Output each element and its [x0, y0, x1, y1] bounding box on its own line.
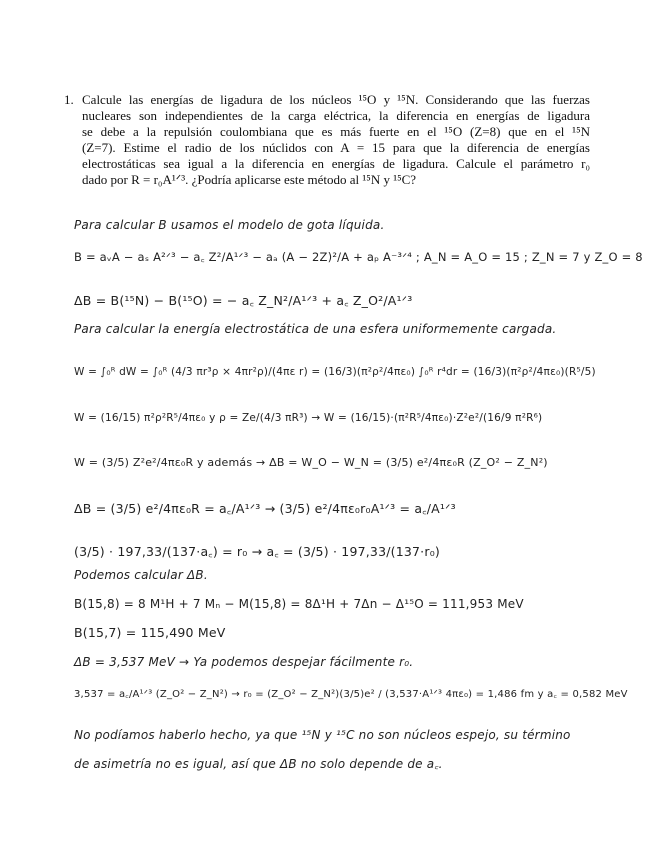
- solution-text: Podemos calcular ΔB.: [74, 568, 208, 582]
- solution-text: de asimetría no es igual, así que ΔB no solo depende de a꜀.: [74, 757, 443, 771]
- b-15-8: B(15,8) = 8 M¹H + 7 Mₙ − M(15,8) = 8Δ¹H + 7Δn − Δ¹⁵O = 111,953 MeV: [74, 597, 524, 611]
- electrostatic-integral: W = ∫₀ᴿ dW = ∫₀ᴿ (4/3 πr³ρ × 4πr²ρ)/(4πε r) = (16/3)(π²ρ²/4πε₀) ∫₀ᴿ r⁴dr = (16/3)(π²ρ²/4πε₀)(R⁵/5): [74, 366, 596, 378]
- delta-b-formula: ΔB = B(¹⁵N) − B(¹⁵O) = − a꜀ Z_N²/A¹ᐟ³ + a꜀ Z_O²/A¹ᐟ³: [74, 293, 413, 308]
- electrostatic-result: W = (3/5) Z²e²/4πε₀R y además → ΔB = W_O − W_N = (3/5) e²/4πε₀R (Z_O² − Z_N²): [74, 456, 548, 469]
- electrostatic-substitution: W = (16/15) π²ρ²R⁵/4πε₀ y ρ = Ze/(4/3 πR³) → W = (16/15)·(π²R⁵/4πε₀)·Z²e²/(16/9 π²R⁶): [74, 412, 543, 424]
- problem-line: Calcule las energías de ligadura de los núcleos ¹⁵O y ¹⁵N. Considerando que las fuerzas: [82, 92, 590, 107]
- delta-b-equality: ΔB = (3/5) e²/4πε₀R = a꜀/A¹ᐟ³ → (3/5) e²/4πε₀r₀A¹ᐟ³ = a꜀/A¹ᐟ³: [74, 501, 456, 516]
- problem-number: 1.: [64, 92, 74, 107]
- r0-ac-relation: (3/5) · 197,33/(137·a꜀) = r₀ → a꜀ = (3/5) · 197,33/(137·r₀): [74, 544, 440, 559]
- delta-b-value: ΔB = 3,537 MeV → Ya podemos despejar fácilmente r₀.: [74, 655, 414, 669]
- solution-text: No podíamos haberlo hecho, ya que ¹⁵N y ¹⁵C no son núcleos espejo, su término: [74, 728, 571, 742]
- problem-line: (Z=7). Estime el radio de los núclidos con A = 15 para que la diferencia de energías: [82, 140, 590, 155]
- problem-line: se debe a la repulsión coulombiana que es más fuerte en el ¹⁵O (Z=8) que en el ¹⁵N: [82, 124, 590, 139]
- b-15-7: B(15,7) = 115,490 MeV: [74, 625, 226, 640]
- r0-result: 3,537 = a꜀/A¹ᐟ³ (Z_O² − Z_N²) → r₀ = (Z_O² − Z_N²)(3/5)e² / (3,537·A¹ᐟ³ 4πε₀) = 1,486 fm y a꜀ = 0,582 MeV: [74, 689, 628, 700]
- problem-line: nucleares son independientes de la carga eléctrica, la diferencia en energías de ligadura: [82, 108, 590, 123]
- problem-line: dado por R = r₀A¹ᐟ³. ¿Podría aplicarse este método al ¹⁵N y ¹⁵C?: [82, 172, 417, 187]
- solution-text: Para calcular la energía electrostática de una esfera uniformemente cargada.: [74, 322, 557, 336]
- problem-line: electrostáticas sea igual a la diferencia en energías de ligadura. Calcule el parámetro r₀: [82, 156, 590, 171]
- binding-energy-formula: B = aᵥA − aₛ A²ᐟ³ − a꜀ Z²/A¹ᐟ³ − aₐ (A − 2Z)²/A + aₚ A⁻³ᐟ⁴ ; A_N = A_O = 15 ; Z_N = 7 y Z_O = 8: [74, 250, 643, 264]
- solution-text: Para calcular B usamos el modelo de gota líquida.: [74, 218, 385, 232]
